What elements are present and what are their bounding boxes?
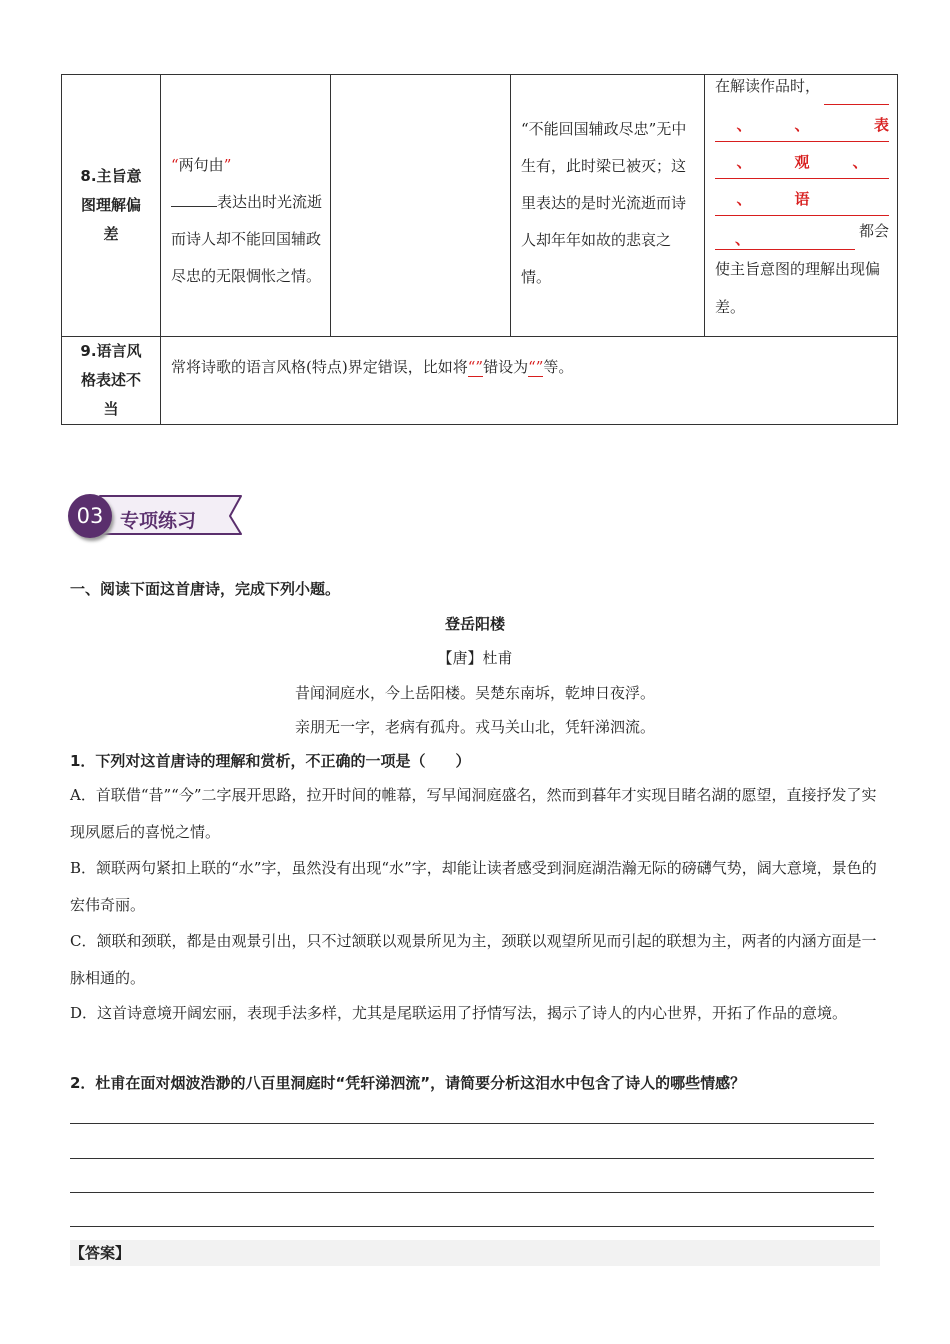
option-b: B．颔联两句紧扣上联的“水”字，虽然没有出现“水”字，却能让读者感受到洞庭湖浩瀚无际的磅礴气势，阔大意境，景色的宏伟奇丽。	[70, 859, 877, 914]
row9-content-cell: 常将诗歌的语言风格(特点)界定错误，比如将“”错设为“”等。	[161, 337, 898, 425]
row8-analysis-cell	[511, 75, 705, 337]
fill-line-1: 、 、 表	[715, 105, 889, 142]
row8-example-cell	[161, 75, 331, 337]
answer-line-2	[70, 1158, 874, 1159]
section-header	[68, 492, 268, 550]
section-number-badge: 03	[68, 494, 112, 538]
table-row-8	[62, 75, 898, 337]
question-1: 1．下列对这首唐诗的理解和赏析，不正确的一项是（ ）	[70, 752, 471, 770]
answer-line-3	[70, 1192, 874, 1193]
row8-analysis-text: “不能回国辅政尽忠”无中生有，此时梁已被灭；这里表达的是时光流逝而诗人却年年如故的悲哀之情。	[521, 120, 687, 286]
option-a: A．首联借“昔”“今”二字展开思路，拉开时间的帷幕，写早闻洞庭盛名，然而到暮年才实现目睹名湖的愿望，直接抒发了实现夙愿后的喜悦之情。	[70, 786, 877, 841]
error-type-table	[61, 74, 898, 425]
row-label-8: 8.主旨意图理解偏差	[62, 75, 161, 337]
poem-title: 登岳阳楼	[444, 615, 505, 633]
row8-empty-cell	[331, 75, 511, 337]
row8-summary-cell: 在解读作品时， 、 、 表 、 观 、 、 语 、 都会 使主旨意图的理解出现偏差。	[705, 75, 898, 337]
poem-line-1: 昔闻洞庭水，今上岳阳楼。吴楚东南坼，乾坤日夜浮。	[294, 684, 655, 702]
blank-line	[171, 184, 217, 207]
open-quote: “	[171, 155, 179, 174]
row8-lead: 在解读作品时，	[715, 77, 821, 95]
close-quote: ”	[223, 155, 232, 174]
question-2: 2．杜甫在面对烟波浩渺的八百里洞庭时“凭轩涕泗流”，请简要分析这泪水中包含了诗人的哪些情感？	[70, 1074, 746, 1092]
row8-text2: 表达出时光流逝而诗人却不能回国辅政尽忠的无限惆怅之情。	[171, 192, 323, 285]
poem-author: 【唐】杜甫	[437, 649, 513, 667]
row8-tail1: 都会	[858, 222, 889, 240]
reading-instruction: 一、阅读下面这首唐诗，完成下列小题。	[70, 580, 341, 598]
poem-line-2: 亲朋无一字，老病有孤舟。戎马关山北，凭轩涕泗流。	[294, 718, 655, 736]
section-title: 专项练习	[120, 510, 197, 532]
row8-tail2: 使主旨意图的理解出现偏差。	[715, 260, 881, 316]
answer-line-1	[70, 1123, 874, 1124]
fill-line-2: 、 观 、	[715, 142, 889, 179]
answer-line-4	[70, 1226, 874, 1227]
fill-line-3: 、 语	[715, 179, 889, 216]
row-label-9: 9.语言风格表述不当	[62, 337, 161, 425]
table-row-9	[62, 337, 898, 425]
option-c: C．颔联和颈联，都是由观景引出，只不过颔联以观景所见为主，颈联以观望所见而引起的联想为主，两者的内涵方面是一脉相通的。	[70, 932, 877, 987]
row8-text1: 两句由	[178, 155, 224, 174]
option-d: D．这首诗意境开阔宏丽，表现手法多样，尤其是尾联运用了抒情写法，揭示了诗人的内心世界，开拓了作品的意境。	[70, 1004, 848, 1022]
answer-label: 【答案】	[70, 1240, 880, 1266]
